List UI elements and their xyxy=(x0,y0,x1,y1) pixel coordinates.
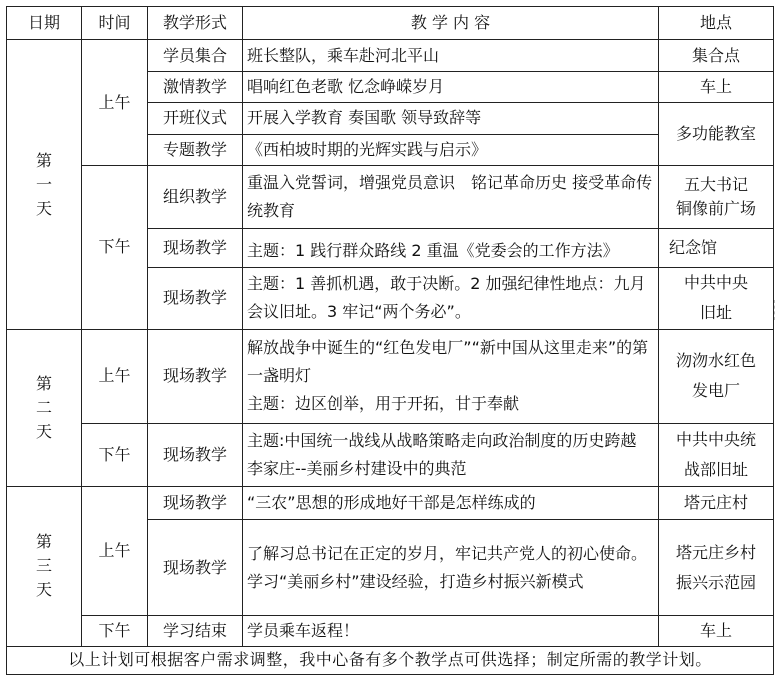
form-cell: 现场教学 xyxy=(148,520,243,616)
form-cell: 激情教学 xyxy=(148,71,243,102)
form-cell: 学员集合 xyxy=(148,40,243,71)
day-1-am: 上午 xyxy=(82,40,148,166)
location-cell: 五大书记 铜像前广场 xyxy=(659,165,774,228)
form-cell: 现场教学 xyxy=(148,329,243,423)
day-2-am: 上午 xyxy=(82,329,148,423)
page-edge-divider xyxy=(774,300,780,320)
footer-note: 以上计划可根据客户需求调整，我中心备有多个教学点可供选择；制定所需的教学计划。 xyxy=(7,646,774,674)
location-cell: 车上 xyxy=(659,71,774,102)
day-1-label: 第 一 天 xyxy=(7,40,82,329)
header-form: 教学形式 xyxy=(148,7,243,40)
content-cell: 唱响红色老歌 忆念峥嵘岁月 xyxy=(243,71,659,102)
header-content: 教 学 内 容 xyxy=(243,7,659,40)
header-date: 日期 xyxy=(7,7,82,40)
table-row xyxy=(7,486,774,519)
form-cell: 现场教学 xyxy=(148,268,243,330)
content-cell: 学员乘车返程！ xyxy=(243,616,659,646)
content-cell: 开展入学教育 奏国歌 领导致辞等 xyxy=(243,103,659,134)
table-row xyxy=(7,423,774,486)
form-cell: 现场教学 xyxy=(148,486,243,519)
header-time: 时间 xyxy=(82,7,148,40)
schedule-table xyxy=(6,6,774,675)
header-row xyxy=(7,7,774,40)
form-cell: 专题教学 xyxy=(148,134,243,165)
location-cell: 多功能教室 xyxy=(659,103,774,166)
content-cell: 主题：1 善抓机遇，敢于决断。2 加强纪律性地点：九月会议旧址。3 牢记“两个务必”。 xyxy=(243,268,659,330)
footer-row xyxy=(7,646,774,674)
location-cell: 中共中央 旧址 xyxy=(659,268,774,330)
day-1-pm: 下午 xyxy=(82,165,148,329)
location-cell: 车上 xyxy=(659,616,774,646)
day-2-label: 第 二 天 xyxy=(7,329,82,486)
content-cell: 重温入党誓词，增强党员意识 铭记革命历史 接受革命传统教育 xyxy=(243,165,659,228)
form-cell: 组织教学 xyxy=(148,165,243,228)
table-row xyxy=(7,616,774,646)
content-cell: 解放战争中诞生的“红色发电厂”“新中国从这里走来”的第一盏明灯 主题：边区创举，用于开拓，甘于奉献 xyxy=(243,329,659,423)
day-3-am: 上午 xyxy=(82,486,148,616)
content-cell: 班长整队，乘车赴河北平山 xyxy=(243,40,659,71)
content-cell: 了解习总书记在正定的岁月，牢记共产党人的初心使命。 学习“美丽乡村”建设经验，打造乡村振兴新模式 xyxy=(243,520,659,616)
location-cell: 集合点 xyxy=(659,40,774,71)
form-cell: 现场教学 xyxy=(148,423,243,486)
location-cell: 沕沕水红色 发电厂 xyxy=(659,329,774,423)
location-cell: 中共中央统 战部旧址 xyxy=(659,423,774,486)
form-cell: 开班仪式 xyxy=(148,103,243,134)
location-cell: 纪念馆 xyxy=(659,228,774,267)
location-cell: 塔元庄乡村 振兴示范园 xyxy=(659,520,774,616)
form-cell: 现场教学 xyxy=(148,228,243,267)
content-cell: “三农”思想的形成地好干部是怎样练成的 xyxy=(243,486,659,519)
table-row xyxy=(7,329,774,423)
header-location: 地点 xyxy=(659,7,774,40)
table-row xyxy=(7,40,774,71)
content-cell: 主题:中国统一战线从战略策略走向政治制度的历史跨越 李家庄--美丽乡村建设中的典范 xyxy=(243,423,659,486)
form-cell: 学习结束 xyxy=(148,616,243,646)
content-cell: 主题：1 践行群众路线 2 重温《党委会的工作方法》 xyxy=(243,228,659,267)
day-3-label: 第 三 天 xyxy=(7,486,82,646)
location-cell: 塔元庄村 xyxy=(659,486,774,519)
table-row xyxy=(7,165,774,228)
day-2-pm: 下午 xyxy=(82,423,148,486)
day-3-pm: 下午 xyxy=(82,616,148,646)
content-cell: 《西柏坡时期的光辉实践与启示》 xyxy=(243,134,659,165)
